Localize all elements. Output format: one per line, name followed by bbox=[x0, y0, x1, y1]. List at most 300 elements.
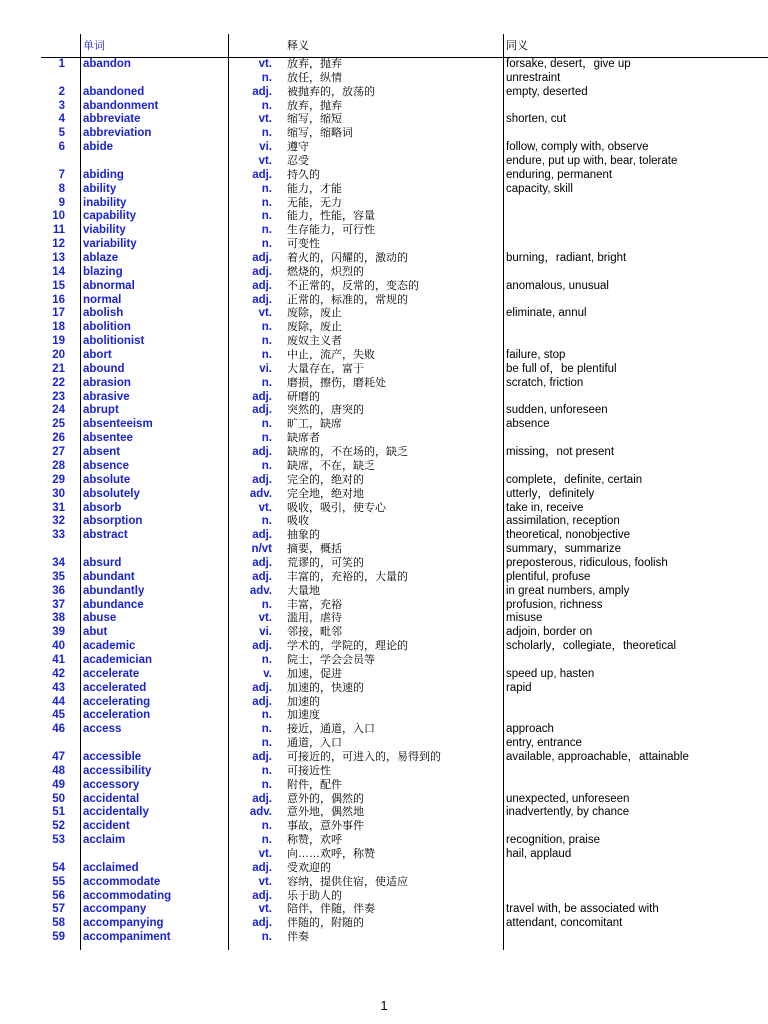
entry-word: accommodate bbox=[83, 875, 161, 888]
chinese-definition: 接近，通道，入口 bbox=[287, 723, 375, 736]
english-synonyms: endure, put up with, bear, tolerate bbox=[506, 155, 678, 168]
english-synonyms: complete，definite, certain bbox=[506, 473, 643, 486]
entry-number: 15 bbox=[52, 279, 65, 292]
part-of-speech: adv. bbox=[249, 487, 272, 500]
part-of-speech: adj. bbox=[252, 861, 272, 874]
entry-number: 8 bbox=[58, 182, 65, 195]
table-row bbox=[0, 626, 768, 640]
table-row bbox=[0, 266, 768, 280]
part-of-speech: adv. bbox=[249, 584, 272, 597]
entry-word: abbreviation bbox=[83, 127, 152, 140]
entry-number: 11 bbox=[52, 224, 65, 237]
english-synonyms: capacity, skill bbox=[506, 182, 573, 195]
english-synonyms: inadvertently, by chance bbox=[506, 806, 630, 819]
part-of-speech: adj. bbox=[252, 889, 272, 902]
table-row bbox=[0, 876, 768, 890]
entry-word: abnormal bbox=[83, 279, 135, 292]
english-synonyms: follow, comply with, observe bbox=[506, 141, 649, 154]
english-synonyms: rapid bbox=[506, 681, 532, 694]
english-synonyms bbox=[506, 335, 768, 349]
part-of-speech: vt. bbox=[258, 58, 272, 70]
table-row bbox=[0, 252, 768, 266]
entry-number: 10 bbox=[52, 210, 65, 223]
entry-word: abandonment bbox=[83, 99, 159, 112]
part-of-speech: n. bbox=[261, 418, 272, 431]
english-synonyms: be full of，be plentiful bbox=[506, 362, 617, 375]
entry-word: acclaimed bbox=[83, 861, 139, 874]
entry-number: 58 bbox=[52, 917, 65, 930]
entry-word: ability bbox=[83, 182, 117, 195]
entry-word: variability bbox=[83, 238, 137, 251]
table-row bbox=[0, 834, 768, 848]
table-row bbox=[0, 432, 768, 446]
english-synonyms bbox=[506, 224, 768, 238]
chinese-definition: 可变性 bbox=[287, 238, 320, 251]
entry-word: accompanying bbox=[83, 917, 164, 930]
english-synonyms bbox=[506, 820, 768, 834]
entry-number: 7 bbox=[58, 168, 65, 181]
table-row bbox=[0, 474, 768, 488]
entry-word: accident bbox=[83, 820, 130, 833]
entry-number: 33 bbox=[52, 529, 65, 542]
entry-number: 47 bbox=[52, 750, 65, 763]
chinese-definition: 受欢迎的 bbox=[287, 861, 331, 874]
english-synonyms: sudden, unforeseen bbox=[506, 404, 608, 417]
entry-word: accompaniment bbox=[83, 931, 171, 944]
part-of-speech: n. bbox=[261, 820, 272, 833]
english-synonyms: shorten, cut bbox=[506, 113, 567, 126]
english-synonyms bbox=[506, 391, 768, 405]
table-row bbox=[0, 793, 768, 807]
table-row bbox=[0, 668, 768, 682]
part-of-speech: n. bbox=[261, 321, 272, 334]
table-row bbox=[0, 848, 768, 862]
english-synonyms: hail, applaud bbox=[506, 847, 572, 860]
part-of-speech: n. bbox=[261, 71, 272, 84]
english-synonyms: theoretical, nonobjective bbox=[506, 529, 631, 542]
english-synonyms: unexpected, unforeseen bbox=[506, 792, 630, 805]
entry-number: 51 bbox=[52, 806, 65, 819]
entry-number bbox=[30, 543, 65, 557]
english-synonyms bbox=[506, 238, 768, 252]
chinese-definition: 邻接，毗邻 bbox=[287, 626, 342, 639]
entry-number: 20 bbox=[52, 349, 65, 362]
part-of-speech: n. bbox=[261, 598, 272, 611]
english-synonyms bbox=[506, 210, 768, 224]
entry-number: 49 bbox=[52, 778, 65, 791]
table-row bbox=[0, 571, 768, 585]
part-of-speech: n. bbox=[261, 764, 272, 777]
page-number: 1 bbox=[380, 998, 388, 1013]
english-synonyms: unrestraint bbox=[506, 71, 561, 84]
chinese-definition: 可接近的，可进入的，易得到的 bbox=[287, 750, 441, 763]
part-of-speech: n. bbox=[261, 224, 272, 237]
part-of-speech: adj. bbox=[252, 85, 272, 98]
chinese-definition: 废除，废止 bbox=[287, 307, 342, 320]
table-row bbox=[0, 682, 768, 696]
part-of-speech: vi. bbox=[259, 141, 272, 154]
entry-word: viability bbox=[83, 224, 126, 237]
english-synonyms bbox=[506, 876, 768, 890]
table-row bbox=[0, 113, 768, 127]
entry-number: 59 bbox=[52, 931, 65, 944]
entry-number: 17 bbox=[52, 307, 65, 320]
english-synonyms: speed up, hasten bbox=[506, 667, 595, 680]
english-synonyms: scholarly，collegiate，theoretical bbox=[506, 640, 677, 653]
english-synonyms: summary，summarize bbox=[506, 543, 622, 556]
english-synonyms: travel with, be associated with bbox=[506, 903, 659, 916]
entry-number: 38 bbox=[52, 612, 65, 625]
table-row bbox=[0, 640, 768, 654]
table-row bbox=[0, 238, 768, 252]
entry-number: 1 bbox=[58, 58, 65, 70]
entry-number: 48 bbox=[52, 764, 65, 777]
chinese-definition: 放弃，抛弃 bbox=[287, 99, 342, 112]
table-row bbox=[0, 502, 768, 516]
entry-word: abundance bbox=[83, 598, 144, 611]
part-of-speech: adj. bbox=[252, 695, 272, 708]
entry-number: 26 bbox=[52, 432, 65, 445]
entry-word: accelerating bbox=[83, 695, 151, 708]
entry-word bbox=[83, 848, 223, 862]
table-row bbox=[0, 903, 768, 917]
entry-word: abundantly bbox=[83, 584, 145, 597]
entry-number: 45 bbox=[52, 709, 65, 722]
english-synonyms bbox=[506, 931, 768, 945]
part-of-speech: n. bbox=[261, 834, 272, 847]
part-of-speech: adj. bbox=[252, 681, 272, 694]
chinese-definition: 旷工，缺席 bbox=[287, 418, 342, 431]
entry-number: 39 bbox=[52, 626, 65, 639]
entry-word: abound bbox=[83, 362, 125, 375]
vocabulary-table bbox=[0, 58, 768, 945]
entry-word: abrasive bbox=[83, 390, 130, 403]
chinese-definition: 事故，意外事件 bbox=[287, 820, 364, 833]
english-synonyms: enduring, permanent bbox=[506, 168, 613, 181]
chinese-definition: 吸收，吸引，使专心 bbox=[287, 501, 386, 514]
entry-number: 27 bbox=[52, 446, 65, 459]
entry-word bbox=[83, 737, 223, 751]
entry-number: 28 bbox=[52, 459, 65, 472]
part-of-speech: vt. bbox=[258, 612, 272, 625]
table-row bbox=[0, 862, 768, 876]
entry-word: absentee bbox=[83, 432, 133, 445]
part-of-speech: adj. bbox=[252, 556, 272, 569]
chinese-definition: 放任，纵情 bbox=[287, 71, 342, 84]
entry-word: accommodating bbox=[83, 889, 172, 902]
english-synonyms bbox=[506, 696, 768, 710]
entry-word: absolutely bbox=[83, 487, 140, 500]
part-of-speech: n. bbox=[261, 515, 272, 528]
entry-word: abundant bbox=[83, 570, 135, 583]
english-synonyms bbox=[506, 432, 768, 446]
entry-number: 44 bbox=[52, 695, 65, 708]
table-row bbox=[0, 751, 768, 765]
table-row bbox=[0, 723, 768, 737]
part-of-speech: vt. bbox=[258, 113, 272, 126]
chinese-definition: 大量地 bbox=[287, 584, 320, 597]
table-row bbox=[0, 557, 768, 571]
chinese-definition: 能力，性能，容量 bbox=[287, 210, 375, 223]
table-row bbox=[0, 529, 768, 543]
entry-number: 35 bbox=[52, 570, 65, 583]
part-of-speech: vt. bbox=[258, 903, 272, 916]
entry-number: 40 bbox=[52, 640, 65, 653]
part-of-speech: n. bbox=[261, 335, 272, 348]
entry-number: 50 bbox=[52, 792, 65, 805]
entry-word: academic bbox=[83, 640, 136, 653]
english-synonyms bbox=[506, 197, 768, 211]
header-synonyms: 同义 bbox=[506, 40, 528, 52]
entry-number: 46 bbox=[52, 723, 65, 736]
chinese-definition: 缩写，缩略词 bbox=[287, 127, 353, 140]
header-word: 单词 bbox=[83, 40, 105, 52]
part-of-speech: adj. bbox=[252, 168, 272, 181]
part-of-speech: vt. bbox=[258, 307, 272, 320]
chinese-definition: 放弃，抛弃 bbox=[287, 58, 342, 70]
chinese-definition: 意外的，偶然的 bbox=[287, 792, 364, 805]
entry-word: ablaze bbox=[83, 252, 119, 265]
part-of-speech: adj. bbox=[252, 390, 272, 403]
entry-number: 12 bbox=[52, 238, 65, 251]
table-row bbox=[0, 460, 768, 474]
english-synonyms: attendant, concomitant bbox=[506, 917, 623, 930]
table-row bbox=[0, 917, 768, 931]
entry-word: access bbox=[83, 723, 122, 736]
english-synonyms: take in, receive bbox=[506, 501, 584, 514]
part-of-speech: n. bbox=[261, 653, 272, 666]
table-row bbox=[0, 806, 768, 820]
chinese-definition: 被抛弃的，放荡的 bbox=[287, 85, 375, 98]
table-row bbox=[0, 72, 768, 86]
entry-number: 53 bbox=[52, 834, 65, 847]
entry-word: normal bbox=[83, 293, 122, 306]
english-synonyms: anomalous, unusual bbox=[506, 279, 609, 292]
table-row bbox=[0, 169, 768, 183]
chinese-definition: 伴随的，附随的 bbox=[287, 917, 364, 930]
entry-word: accompany bbox=[83, 903, 147, 916]
chinese-definition: 乐于助人的 bbox=[287, 889, 342, 902]
english-synonyms: failure, stop bbox=[506, 349, 566, 362]
part-of-speech: adv. bbox=[249, 806, 272, 819]
entry-number: 31 bbox=[52, 501, 65, 514]
chinese-definition: 完全的，绝对的 bbox=[287, 473, 364, 486]
table-row bbox=[0, 363, 768, 377]
chinese-definition: 遵守 bbox=[287, 141, 309, 154]
english-synonyms bbox=[506, 321, 768, 335]
entry-word bbox=[83, 72, 223, 86]
part-of-speech: adj. bbox=[252, 529, 272, 542]
entry-number: 54 bbox=[52, 861, 65, 874]
table-row bbox=[0, 349, 768, 363]
chinese-definition: 正常的，标准的，常规的 bbox=[287, 293, 408, 306]
english-synonyms bbox=[506, 765, 768, 779]
entry-word: acceleration bbox=[83, 709, 151, 722]
english-synonyms bbox=[506, 266, 768, 280]
part-of-speech: n. bbox=[261, 778, 272, 791]
entry-word: accidentally bbox=[83, 806, 149, 819]
entry-number bbox=[30, 72, 65, 86]
chinese-definition: 院士，学会会员等 bbox=[287, 653, 375, 666]
chinese-definition: 附件，配件 bbox=[287, 778, 342, 791]
english-synonyms: assimilation, reception bbox=[506, 515, 620, 528]
entry-word: abolish bbox=[83, 307, 124, 320]
entry-word: absence bbox=[83, 459, 130, 472]
entry-word: absenteeism bbox=[83, 418, 153, 431]
table-row bbox=[0, 294, 768, 308]
part-of-speech: vt. bbox=[258, 501, 272, 514]
table-row bbox=[0, 86, 768, 100]
chinese-definition: 忍受 bbox=[287, 155, 309, 168]
english-synonyms bbox=[506, 709, 768, 723]
english-synonyms: scratch, friction bbox=[506, 376, 584, 389]
entry-number: 4 bbox=[58, 113, 65, 126]
english-synonyms: forsake, desert，give up bbox=[506, 58, 631, 70]
chinese-definition: 丰富，充裕 bbox=[287, 598, 342, 611]
entry-word: abrupt bbox=[83, 404, 119, 417]
entry-word: accidental bbox=[83, 792, 140, 805]
part-of-speech: vt. bbox=[258, 875, 272, 888]
part-of-speech: adj. bbox=[252, 293, 272, 306]
chinese-definition: 生存能力，可行性 bbox=[287, 224, 375, 237]
chinese-definition: 缺席的，不在场的，缺乏 bbox=[287, 446, 408, 459]
english-synonyms: plentiful, profuse bbox=[506, 570, 591, 583]
part-of-speech: n/vt bbox=[251, 543, 272, 556]
chinese-definition: 加速的，快速的 bbox=[287, 681, 364, 694]
entry-number: 52 bbox=[52, 820, 65, 833]
part-of-speech: n. bbox=[261, 709, 272, 722]
part-of-speech: adj. bbox=[252, 917, 272, 930]
table-row bbox=[0, 210, 768, 224]
chinese-definition: 大量存在，富于 bbox=[287, 362, 364, 375]
entry-number: 16 bbox=[52, 293, 65, 306]
chinese-definition: 摘要，概括 bbox=[287, 543, 342, 556]
table-row bbox=[0, 779, 768, 793]
english-synonyms bbox=[506, 127, 768, 141]
entry-word: accelerated bbox=[83, 681, 147, 694]
chinese-definition: 中止，流产，失败 bbox=[287, 349, 375, 362]
table-row bbox=[0, 654, 768, 668]
table-row bbox=[0, 141, 768, 155]
table-row bbox=[0, 224, 768, 238]
entry-number: 29 bbox=[52, 473, 65, 486]
part-of-speech: n. bbox=[261, 196, 272, 209]
chinese-definition: 伴奏 bbox=[287, 931, 309, 944]
entry-number: 14 bbox=[52, 265, 65, 278]
english-synonyms: absence bbox=[506, 418, 550, 431]
entry-number: 3 bbox=[58, 99, 65, 112]
english-synonyms: missing，not present bbox=[506, 446, 615, 459]
table-row bbox=[0, 820, 768, 834]
table-row bbox=[0, 931, 768, 945]
entry-word: abolitionist bbox=[83, 335, 145, 348]
part-of-speech: n. bbox=[261, 931, 272, 944]
entry-word: abstract bbox=[83, 529, 128, 542]
table-row bbox=[0, 391, 768, 405]
part-of-speech: vt. bbox=[258, 847, 272, 860]
english-synonyms: profusion, richness bbox=[506, 598, 603, 611]
entry-number: 23 bbox=[52, 390, 65, 403]
entry-number: 57 bbox=[52, 903, 65, 916]
part-of-speech: v. bbox=[263, 667, 272, 680]
table-row bbox=[0, 585, 768, 599]
table-row bbox=[0, 765, 768, 779]
table-row bbox=[0, 488, 768, 502]
entry-number: 41 bbox=[52, 653, 65, 666]
english-synonyms: approach bbox=[506, 723, 554, 736]
english-synonyms: preposterous, ridiculous, foolish bbox=[506, 556, 668, 569]
part-of-speech: adj. bbox=[252, 252, 272, 265]
part-of-speech: adj. bbox=[252, 446, 272, 459]
table-row bbox=[0, 183, 768, 197]
entry-number: 37 bbox=[52, 598, 65, 611]
table-row bbox=[0, 127, 768, 141]
part-of-speech: adj. bbox=[252, 570, 272, 583]
entry-word: abandon bbox=[83, 58, 131, 70]
part-of-speech: adj. bbox=[252, 265, 272, 278]
part-of-speech: adj. bbox=[252, 473, 272, 486]
entry-number bbox=[30, 155, 65, 169]
table-header bbox=[0, 34, 768, 58]
english-synonyms: misuse bbox=[506, 612, 543, 625]
part-of-speech: n. bbox=[261, 210, 272, 223]
entry-word: abolition bbox=[83, 321, 131, 334]
part-of-speech: adj. bbox=[252, 279, 272, 292]
entry-number: 21 bbox=[52, 362, 65, 375]
header-chinese: 释义 bbox=[287, 40, 309, 52]
table-row bbox=[0, 446, 768, 460]
chinese-definition: 可接近性 bbox=[287, 764, 331, 777]
entry-word bbox=[83, 155, 223, 169]
part-of-speech: n. bbox=[261, 127, 272, 140]
english-synonyms bbox=[506, 862, 768, 876]
chinese-definition: 缩写，缩短 bbox=[287, 113, 342, 126]
part-of-speech: adj. bbox=[252, 640, 272, 653]
entry-number: 5 bbox=[58, 127, 65, 140]
part-of-speech: adj. bbox=[252, 792, 272, 805]
entry-number: 30 bbox=[52, 487, 65, 500]
table-row bbox=[0, 155, 768, 169]
table-row bbox=[0, 404, 768, 418]
entry-word: academician bbox=[83, 653, 153, 666]
entry-word: abandoned bbox=[83, 85, 145, 98]
entry-number: 2 bbox=[58, 85, 65, 98]
entry-word: abbreviate bbox=[83, 113, 141, 126]
chinese-definition: 能力，才能 bbox=[287, 182, 342, 195]
part-of-speech: n. bbox=[261, 238, 272, 251]
table-row bbox=[0, 737, 768, 751]
english-synonyms: burning，radiant, bright bbox=[506, 252, 627, 265]
english-synonyms: recognition, praise bbox=[506, 834, 600, 847]
entry-word: accessory bbox=[83, 778, 140, 791]
entry-number: 36 bbox=[52, 584, 65, 597]
entry-word: abiding bbox=[83, 168, 124, 181]
table-row bbox=[0, 890, 768, 904]
entry-number: 13 bbox=[52, 252, 65, 265]
chinese-definition: 丰富的，充裕的，大量的 bbox=[287, 570, 408, 583]
chinese-definition: 无能，无力 bbox=[287, 196, 342, 209]
table-row bbox=[0, 197, 768, 211]
table-row bbox=[0, 100, 768, 114]
entry-number: 34 bbox=[52, 556, 65, 569]
part-of-speech: n. bbox=[261, 723, 272, 736]
entry-word: absorption bbox=[83, 515, 143, 528]
entry-word: abide bbox=[83, 141, 114, 154]
entry-word: abrasion bbox=[83, 376, 131, 389]
chinese-definition: 磨损，擦伤，磨耗处 bbox=[287, 376, 386, 389]
chinese-definition: 完全地，绝对地 bbox=[287, 487, 364, 500]
table-row bbox=[0, 335, 768, 349]
